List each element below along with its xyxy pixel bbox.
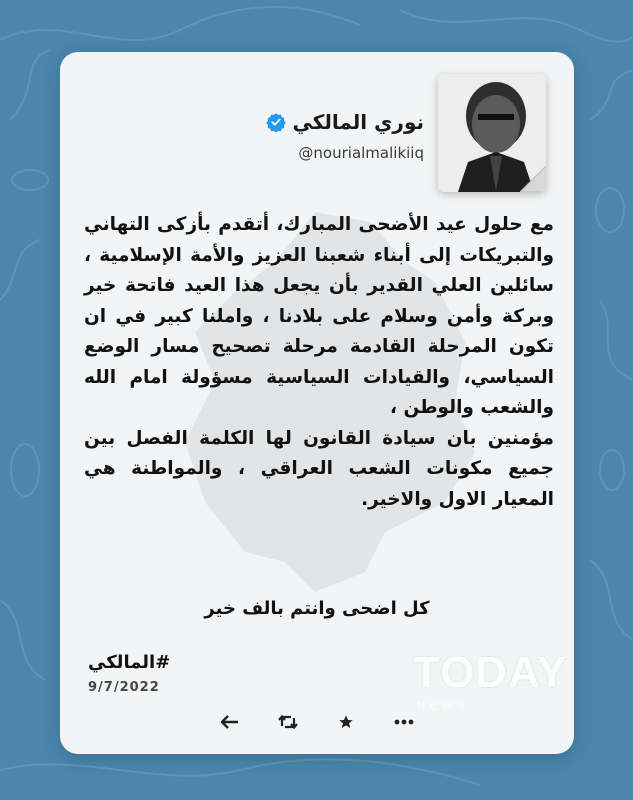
watermark-logo: TODAY <box>413 648 568 697</box>
profile-name[interactable]: نوري المالكي <box>292 110 424 134</box>
more-icon[interactable] <box>394 712 414 732</box>
profile-handle[interactable]: @nourialmalikiiq <box>298 144 424 162</box>
post-date: 9/7/2022 <box>88 680 160 695</box>
avatar[interactable] <box>438 74 546 192</box>
profile-name-row <box>266 110 424 134</box>
reply-icon[interactable] <box>220 712 240 732</box>
tweet-paragraph: مؤمنين بان سيادة القانون لها الكلمة الفصل بين جميع مكونات الشعب العراقي ، والمواطنة هي المعيار الاول والاخير. <box>84 427 554 510</box>
retweet-icon[interactable] <box>278 712 298 732</box>
star-icon[interactable] <box>336 712 356 732</box>
watermark-subtitle: NEWS <box>417 700 470 712</box>
tweet-paragraph: مع حلول عيد الأضحى المبارك، أتقدم بأزكى التهاني والتبريكات إلى أبناء شعبنا العزيز والأمة الإسلامية ، سائلين العلي القدير بأن يجعل هذا العيد فاتحة خير وبركة وأمن وسلام على بلادنا ، واملنا كبير في ان تكون المرحلة القادمة مرحلة تصحيح مسار الوضع السياسي، والقيادات السياسية مسؤولة امام الله والشعب والوطن ، <box>84 214 554 418</box>
tweet-body <box>84 210 554 515</box>
closing-greeting: كل اضحى وانتم بالف خير <box>204 598 430 619</box>
verified-badge-icon <box>266 112 286 132</box>
page-curl-decoration <box>520 166 546 192</box>
hashtag-signature[interactable]: #المالكي <box>88 652 171 673</box>
today-news-watermark <box>413 648 588 720</box>
